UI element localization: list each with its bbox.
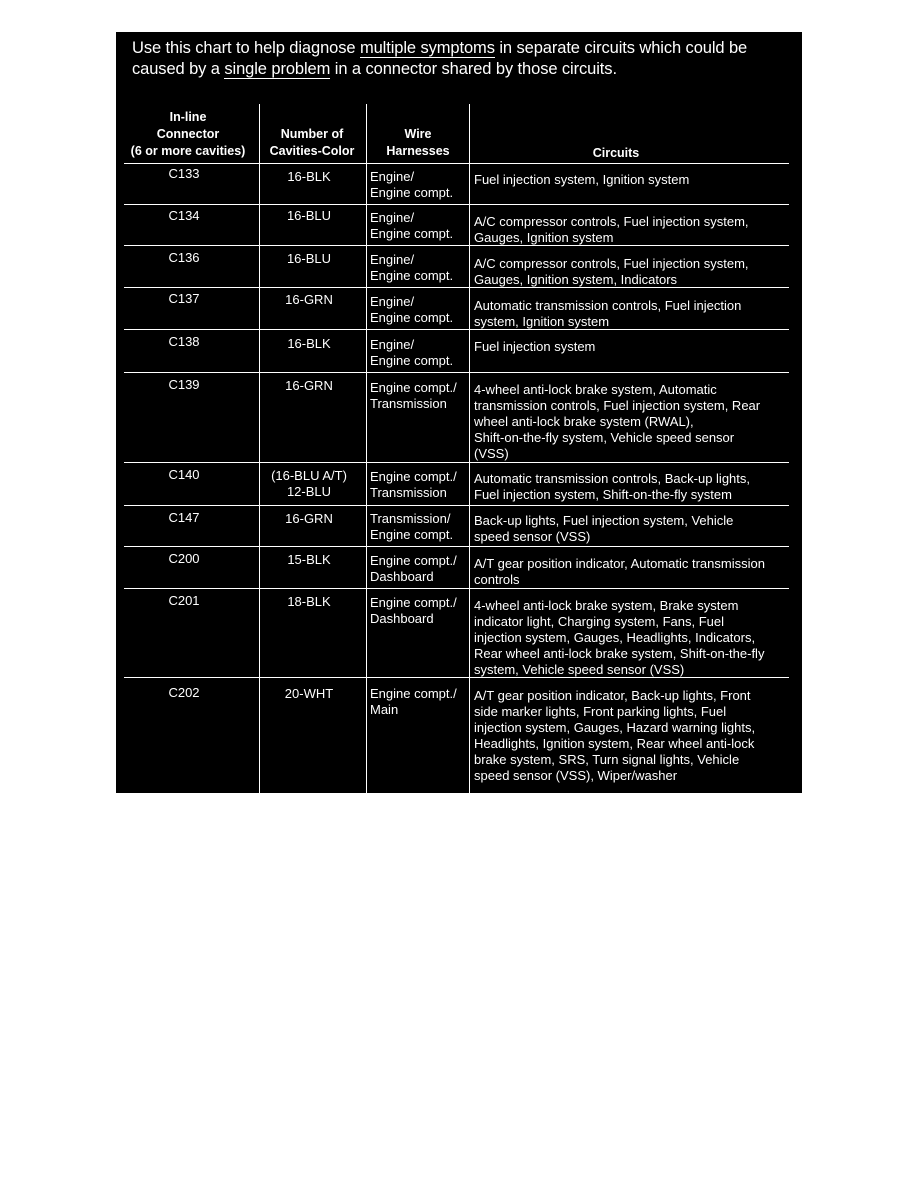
wire-line: Engine compt. xyxy=(370,353,454,368)
column-divider xyxy=(469,104,470,793)
wire-line: Engine/ xyxy=(370,169,415,184)
circuits-line: Automatic transmission controls, Fuel injection xyxy=(474,298,742,313)
circuits-line: wheel anti-lock brake system (RWAL), xyxy=(474,414,694,429)
wire-line: Engine compt. xyxy=(370,268,454,283)
wire-line: Engine compt. xyxy=(370,310,454,325)
header-connector xyxy=(120,109,256,160)
circuits-line: Automatic transmission controls, Back-up lights, xyxy=(474,471,750,486)
table-row-connector: C136 xyxy=(168,250,200,265)
table-row-cavities xyxy=(260,251,358,267)
circuits-line: system, Ignition system xyxy=(474,314,610,329)
table-row-wire xyxy=(370,210,466,242)
table-row-connector: C139 xyxy=(168,377,200,392)
table-row-wire xyxy=(370,169,466,201)
cavities-line: 16-GRN xyxy=(285,378,333,393)
table-row-circuits xyxy=(474,471,792,503)
table-row-circuits xyxy=(474,513,792,545)
table-row-connector: C134 xyxy=(168,208,200,223)
table-row-circuits xyxy=(474,688,792,784)
table-row-cavities xyxy=(260,511,358,527)
wire-line: Engine/ xyxy=(370,294,415,309)
circuits-line: Back-up lights, Fuel injection system, Vehicle xyxy=(474,513,734,528)
wire-line: Transmission xyxy=(370,396,447,411)
table-row-wire xyxy=(370,252,466,284)
cavities-line: 16-GRN xyxy=(285,292,333,307)
wire-line: Engine compt./ xyxy=(370,686,457,701)
table-row-cavities xyxy=(260,378,358,394)
header-connector-line: Connector xyxy=(156,127,220,141)
wire-line: Engine compt./ xyxy=(370,595,457,610)
table-row-circuits xyxy=(474,382,792,462)
wire-line: Dashboard xyxy=(370,611,434,626)
row-divider xyxy=(124,372,789,373)
table-row-cavities xyxy=(260,552,358,568)
table-row-cavities xyxy=(260,292,358,308)
table-row-circuits xyxy=(474,598,792,678)
wire-line: Engine compt. xyxy=(370,527,454,542)
circuits-line: 4-wheel anti-lock brake system, Automatic xyxy=(474,382,717,397)
table-row-wire xyxy=(370,337,466,369)
document-page xyxy=(116,32,802,793)
circuits-line: transmission controls, Fuel injection system, Rear xyxy=(474,398,761,413)
header-cavities xyxy=(262,126,362,160)
circuits-line: A/C compressor controls, Fuel injection system, xyxy=(474,256,749,271)
row-divider xyxy=(124,163,789,164)
table-row-cavities xyxy=(260,336,358,352)
intro-text-1: Use this chart to help diagnose xyxy=(132,39,360,57)
wire-line: Engine/ xyxy=(370,337,415,352)
cavities-line: 12-BLU xyxy=(286,484,332,499)
circuits-line: speed sensor (VSS) xyxy=(474,529,591,544)
cavities-line: 16-BLK xyxy=(287,336,331,351)
table-row-cavities xyxy=(260,686,358,702)
circuits-line: injection system, Gauges, Headlights, Indicators, xyxy=(474,630,756,645)
circuits-line: controls xyxy=(474,572,520,587)
circuits-line: indicator light, Charging system, Fans, Fuel xyxy=(474,614,724,629)
table-row-cavities xyxy=(260,169,358,185)
wire-line: Engine/ xyxy=(370,210,415,225)
column-divider xyxy=(366,104,367,793)
row-divider xyxy=(124,204,789,205)
circuits-line: A/C compressor controls, Fuel injection system, xyxy=(474,214,749,229)
circuits-line: Fuel injection system, Shift-on-the-fly system xyxy=(474,487,732,502)
table-row-connector: C138 xyxy=(168,334,200,349)
table-row-circuits xyxy=(474,256,792,288)
circuits-line: 4-wheel anti-lock brake system, Brake system xyxy=(474,598,739,613)
table-row-connector: C140 xyxy=(168,467,200,482)
header-wire-line: Wire xyxy=(404,127,432,141)
intro-underlined-1: multiple symptoms xyxy=(359,39,495,57)
intro-text-3: in a connector shared by those circuits. xyxy=(330,60,617,78)
table-row-connector: C202 xyxy=(168,685,200,700)
wire-line: Dashboard xyxy=(370,569,434,584)
circuits-line: Gauges, Ignition system xyxy=(474,230,614,245)
cavities-line: 15-BLK xyxy=(287,552,331,567)
table-row-connector: C133 xyxy=(168,166,200,181)
wire-line: Transmission/ xyxy=(370,511,451,526)
intro-underlined-2: single problem xyxy=(224,60,331,78)
table-row-cavities xyxy=(260,594,358,610)
circuits-line: brake system, SRS, Turn signal lights, Vehicle xyxy=(474,752,740,767)
intro-paragraph xyxy=(132,38,798,80)
wire-line: Engine compt./ xyxy=(370,380,457,395)
table-row-wire xyxy=(370,595,466,627)
header-connector-line: In-line xyxy=(169,110,207,124)
table-row-wire xyxy=(370,294,466,326)
cavities-line: 18-BLK xyxy=(287,594,331,609)
circuits-line: A/T gear position indicator, Back-up lights, Front xyxy=(474,688,751,703)
table-row-circuits xyxy=(474,172,792,188)
header-wire xyxy=(368,126,468,160)
circuits-line: system, Vehicle speed sensor (VSS) xyxy=(474,662,685,677)
circuits-line: (VSS) xyxy=(474,446,509,461)
circuits-line: Headlights, Ignition system, Rear wheel anti-lock xyxy=(474,736,755,751)
wire-line: Engine compt. xyxy=(370,226,454,241)
cavities-line: 16-BLK xyxy=(287,169,331,184)
header-connector-line: (6 or more cavities) xyxy=(130,144,246,158)
table-row-circuits xyxy=(474,556,792,588)
header-circuits: Circuits xyxy=(592,146,640,160)
wire-line: Engine/ xyxy=(370,252,415,267)
circuits-line: injection system, Gauges, Hazard warning lights, xyxy=(474,720,756,735)
cavities-line: 16-BLU xyxy=(286,251,332,266)
intro-text-2: in separate circuits which could be caused by a xyxy=(132,39,748,78)
circuits-line: Fuel injection system, Ignition system xyxy=(474,172,690,187)
cavities-line: 16-GRN xyxy=(285,511,333,526)
table-row-wire xyxy=(370,553,466,585)
header-wire-line: Harnesses xyxy=(386,144,450,158)
wire-line: Transmission xyxy=(370,485,447,500)
header-cavities-line: Number of xyxy=(280,127,344,141)
table-row-wire xyxy=(370,511,466,543)
row-divider xyxy=(124,588,789,589)
table-row-connector: C201 xyxy=(168,593,200,608)
table-row-cavities xyxy=(260,468,358,500)
circuits-line: Rear wheel anti-lock brake system, Shift-on-the-fly xyxy=(474,646,765,661)
circuits-line: Gauges, Ignition system, Indicators xyxy=(474,272,678,287)
wire-line: Main xyxy=(370,702,399,717)
row-divider xyxy=(124,505,789,506)
cavities-line: (16-BLU A/T) xyxy=(271,468,347,483)
table-row-cavities xyxy=(260,208,358,224)
circuits-line: Shift-on-the-fly system, Vehicle speed sensor xyxy=(474,430,735,445)
table-row-connector: C200 xyxy=(168,551,200,566)
wire-line: Engine compt. xyxy=(370,185,454,200)
table-row-circuits xyxy=(474,339,792,355)
row-divider xyxy=(124,462,789,463)
header-cavities-line: Cavities-Color xyxy=(269,144,355,158)
table-row-wire xyxy=(370,469,466,501)
cavities-line: 20-WHT xyxy=(284,686,334,701)
circuits-line: A/T gear position indicator, Automatic transmission xyxy=(474,556,765,571)
table-row-circuits xyxy=(474,214,792,246)
circuits-line: side marker lights, Front parking lights, Fuel xyxy=(474,704,727,719)
table-row-connector: C137 xyxy=(168,291,200,306)
row-divider xyxy=(124,546,789,547)
cavities-line: 16-BLU xyxy=(286,208,332,223)
circuits-line: speed sensor (VSS), Wiper/washer xyxy=(474,768,678,783)
table-row-connector: C147 xyxy=(168,510,200,525)
table-row-wire xyxy=(370,380,466,412)
wire-line: Engine compt./ xyxy=(370,553,457,568)
table-row-circuits xyxy=(474,298,792,330)
circuits-line: Fuel injection system xyxy=(474,339,596,354)
wire-line: Engine compt./ xyxy=(370,469,457,484)
table-row-wire xyxy=(370,686,466,718)
